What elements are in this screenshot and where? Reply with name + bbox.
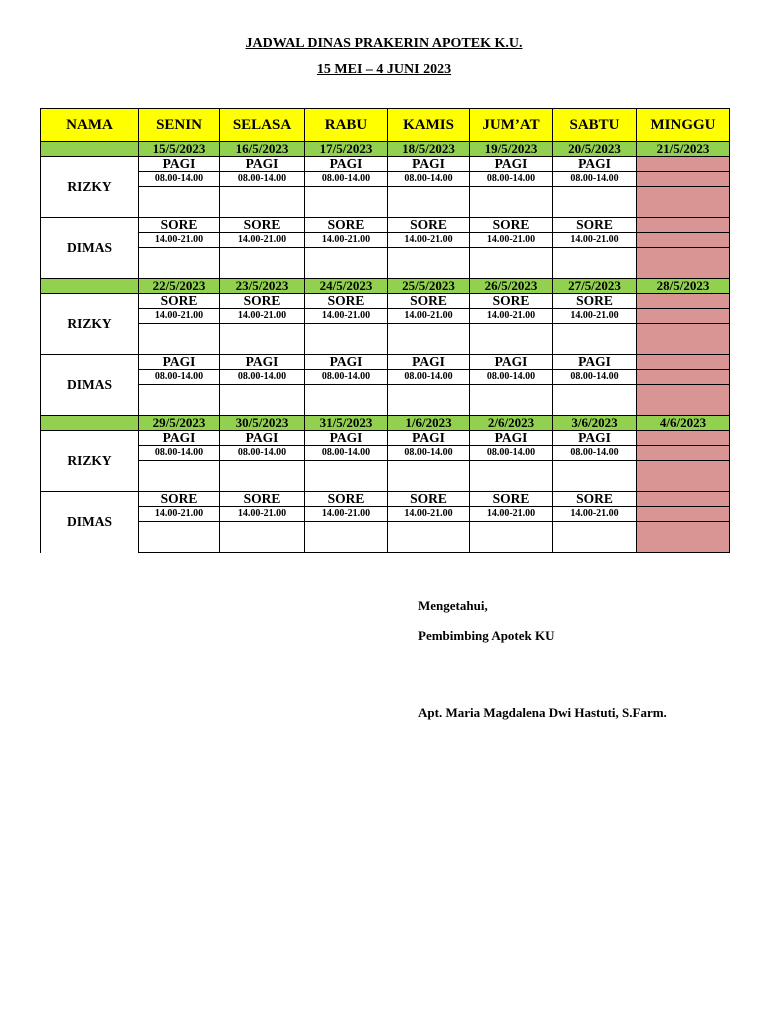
empty-cell: [305, 522, 388, 553]
empty-cell: [470, 248, 553, 279]
shift-cell: PAGI: [388, 431, 470, 446]
date-cell: 15/5/2023: [139, 142, 220, 157]
shift-cell: PAGI: [139, 355, 220, 370]
empty-cell: [139, 385, 220, 416]
empty-cell: [220, 461, 305, 492]
empty-cell: [220, 248, 305, 279]
empty-cell: [305, 248, 388, 279]
time-cell: 14.00-21.00: [139, 233, 220, 248]
shift-cell: SORE: [305, 294, 388, 309]
shift-cell: PAGI: [553, 157, 637, 172]
date-cell: 16/5/2023: [220, 142, 305, 157]
date-cell: 4/6/2023: [637, 416, 730, 431]
time-cell: 14.00-21.00: [305, 507, 388, 522]
time-cell: 08.00-14.00: [139, 370, 220, 385]
shift-row: [41, 157, 730, 172]
time-cell: 14.00-21.00: [220, 507, 305, 522]
shift-cell: PAGI: [470, 355, 553, 370]
column-header-day: SELASA: [220, 109, 305, 142]
header-row: [41, 109, 730, 142]
shift-cell: PAGI: [220, 157, 305, 172]
sunday-off-cell: [637, 492, 730, 507]
document-period: 15 MEI – 4 JUNI 2023: [316, 62, 452, 77]
empty-cell: [139, 324, 220, 355]
time-cell: 08.00-14.00: [470, 172, 553, 187]
empty-cell: [139, 461, 220, 492]
document-title: JADWAL DINAS PRAKERIN APOTEK K.U.: [245, 36, 523, 51]
time-cell: 08.00-14.00: [220, 446, 305, 461]
empty-cell: [220, 324, 305, 355]
column-header-day: SABTU: [553, 109, 637, 142]
empty-cell: [305, 461, 388, 492]
date-cell: 21/5/2023: [637, 142, 730, 157]
shift-cell: PAGI: [470, 157, 553, 172]
empty-cell: [139, 187, 220, 218]
blank-row: [41, 522, 730, 553]
date-cell: 23/5/2023: [220, 279, 305, 294]
date-cell: 22/5/2023: [139, 279, 220, 294]
time-cell: 08.00-14.00: [305, 172, 388, 187]
date-cell: 3/6/2023: [553, 416, 637, 431]
empty-cell: [553, 324, 637, 355]
time-cell: 14.00-21.00: [470, 233, 553, 248]
shift-cell: PAGI: [220, 431, 305, 446]
sunday-off-cell: [637, 507, 730, 522]
empty-cell: [139, 248, 220, 279]
time-cell: 14.00-21.00: [553, 233, 637, 248]
shift-cell: SORE: [305, 492, 388, 507]
blank-row: [41, 385, 730, 416]
shift-cell: SORE: [388, 218, 470, 233]
time-cell: 08.00-14.00: [305, 446, 388, 461]
date-row-spacer: [41, 416, 139, 431]
time-cell: 08.00-14.00: [139, 446, 220, 461]
time-cell: 14.00-21.00: [305, 233, 388, 248]
shift-cell: PAGI: [470, 431, 553, 446]
shift-cell: PAGI: [388, 157, 470, 172]
shift-cell: PAGI: [305, 157, 388, 172]
week-date-row: [41, 142, 730, 157]
time-cell: 14.00-21.00: [470, 507, 553, 522]
time-cell: 08.00-14.00: [553, 172, 637, 187]
sunday-off-cell: [637, 233, 730, 248]
empty-cell: [388, 385, 470, 416]
sunday-off-cell: [637, 309, 730, 324]
time-cell: 14.00-21.00: [139, 507, 220, 522]
date-row-spacer: [41, 279, 139, 294]
time-row: [41, 309, 730, 324]
time-cell: 08.00-14.00: [553, 370, 637, 385]
sunday-off-cell: [637, 431, 730, 446]
column-header-day: RABU: [305, 109, 388, 142]
sunday-off-cell: [637, 355, 730, 370]
shift-cell: SORE: [305, 218, 388, 233]
time-row: [41, 446, 730, 461]
shift-cell: PAGI: [305, 431, 388, 446]
shift-row: [41, 492, 730, 507]
sunday-off-cell: [637, 187, 730, 218]
sunday-off-cell: [637, 157, 730, 172]
date-cell: 29/5/2023: [139, 416, 220, 431]
date-cell: 17/5/2023: [305, 142, 388, 157]
empty-cell: [553, 187, 637, 218]
shift-cell: SORE: [470, 218, 553, 233]
time-cell: 08.00-14.00: [139, 172, 220, 187]
sunday-off-cell: [637, 522, 730, 553]
sunday-off-cell: [637, 324, 730, 355]
column-header-day: KAMIS: [388, 109, 470, 142]
shift-cell: SORE: [139, 492, 220, 507]
empty-cell: [305, 324, 388, 355]
date-cell: 26/5/2023: [470, 279, 553, 294]
shift-cell: PAGI: [553, 355, 637, 370]
shift-cell: SORE: [139, 294, 220, 309]
time-row: [41, 172, 730, 187]
empty-cell: [470, 187, 553, 218]
time-cell: 08.00-14.00: [388, 172, 470, 187]
empty-cell: [470, 324, 553, 355]
empty-cell: [388, 461, 470, 492]
date-cell: 20/5/2023: [553, 142, 637, 157]
person-name: RIZKY: [41, 294, 139, 355]
empty-cell: [470, 522, 553, 553]
shift-cell: SORE: [388, 492, 470, 507]
empty-cell: [553, 522, 637, 553]
time-cell: 08.00-14.00: [220, 370, 305, 385]
empty-cell: [553, 461, 637, 492]
time-cell: 08.00-14.00: [305, 370, 388, 385]
shift-cell: PAGI: [139, 431, 220, 446]
empty-cell: [388, 324, 470, 355]
shift-cell: PAGI: [553, 431, 637, 446]
empty-cell: [388, 248, 470, 279]
time-cell: 14.00-21.00: [388, 507, 470, 522]
sunday-off-cell: [637, 385, 730, 416]
empty-cell: [220, 385, 305, 416]
time-cell: 14.00-21.00: [220, 309, 305, 324]
shift-cell: SORE: [220, 294, 305, 309]
shift-cell: SORE: [553, 492, 637, 507]
time-cell: 08.00-14.00: [553, 446, 637, 461]
time-cell: 14.00-21.00: [139, 309, 220, 324]
time-cell: 08.00-14.00: [388, 370, 470, 385]
sunday-off-cell: [637, 218, 730, 233]
blank-row: [41, 248, 730, 279]
time-row: [41, 233, 730, 248]
shift-cell: SORE: [139, 218, 220, 233]
shift-cell: SORE: [470, 294, 553, 309]
supervisor-role: Pembimbing Apotek KU: [418, 628, 555, 643]
date-cell: 19/5/2023: [470, 142, 553, 157]
empty-cell: [388, 522, 470, 553]
date-cell: 25/5/2023: [388, 279, 470, 294]
time-cell: 08.00-14.00: [470, 446, 553, 461]
blank-row: [41, 324, 730, 355]
time-cell: 08.00-14.00: [470, 370, 553, 385]
empty-cell: [470, 385, 553, 416]
shift-row: [41, 431, 730, 446]
acknowledged-label: Mengetahui,: [418, 598, 488, 613]
shift-cell: SORE: [553, 218, 637, 233]
time-cell: 14.00-21.00: [553, 309, 637, 324]
person-name: DIMAS: [41, 355, 139, 416]
empty-cell: [305, 385, 388, 416]
sunday-off-cell: [637, 370, 730, 385]
time-cell: 14.00-21.00: [553, 507, 637, 522]
person-name: RIZKY: [41, 157, 139, 218]
empty-cell: [305, 187, 388, 218]
shift-cell: PAGI: [388, 355, 470, 370]
date-cell: 28/5/2023: [637, 279, 730, 294]
date-cell: 18/5/2023: [388, 142, 470, 157]
empty-cell: [388, 187, 470, 218]
time-row: [41, 370, 730, 385]
shift-cell: SORE: [470, 492, 553, 507]
date-row-spacer: [41, 142, 139, 157]
shift-cell: PAGI: [139, 157, 220, 172]
empty-cell: [220, 187, 305, 218]
shift-row: [41, 355, 730, 370]
time-cell: 14.00-21.00: [470, 309, 553, 324]
column-header-name: NAMA: [41, 109, 139, 142]
empty-cell: [220, 522, 305, 553]
shift-cell: PAGI: [305, 355, 388, 370]
date-cell: 27/5/2023: [553, 279, 637, 294]
person-name: DIMAS: [41, 492, 139, 553]
shift-cell: SORE: [388, 294, 470, 309]
date-cell: 31/5/2023: [305, 416, 388, 431]
person-name: RIZKY: [41, 431, 139, 492]
shift-cell: PAGI: [220, 355, 305, 370]
week-date-row: [41, 279, 730, 294]
shift-cell: SORE: [553, 294, 637, 309]
date-cell: 24/5/2023: [305, 279, 388, 294]
supervisor-name: Apt. Maria Magdalena Dwi Hastuti, S.Farm.: [418, 705, 667, 720]
sunday-off-cell: [637, 446, 730, 461]
sunday-off-cell: [637, 248, 730, 279]
column-header-day: SENIN: [139, 109, 220, 142]
time-row: [41, 507, 730, 522]
column-header-day: JUM’AT: [470, 109, 553, 142]
shift-row: [41, 218, 730, 233]
date-cell: 30/5/2023: [220, 416, 305, 431]
week-date-row: [41, 416, 730, 431]
empty-cell: [470, 461, 553, 492]
time-cell: 08.00-14.00: [388, 446, 470, 461]
blank-row: [41, 461, 730, 492]
sunday-off-cell: [637, 461, 730, 492]
blank-row: [41, 187, 730, 218]
time-cell: 14.00-21.00: [388, 309, 470, 324]
date-cell: 2/6/2023: [470, 416, 553, 431]
schedule-table: [40, 108, 730, 553]
time-cell: 14.00-21.00: [388, 233, 470, 248]
time-cell: 14.00-21.00: [305, 309, 388, 324]
person-name: DIMAS: [41, 218, 139, 279]
shift-cell: SORE: [220, 218, 305, 233]
shift-row: [41, 294, 730, 309]
empty-cell: [553, 248, 637, 279]
sunday-off-cell: [637, 294, 730, 309]
empty-cell: [139, 522, 220, 553]
time-cell: 08.00-14.00: [220, 172, 305, 187]
date-cell: 1/6/2023: [388, 416, 470, 431]
shift-cell: SORE: [220, 492, 305, 507]
sunday-off-cell: [637, 172, 730, 187]
time-cell: 14.00-21.00: [220, 233, 305, 248]
empty-cell: [553, 385, 637, 416]
column-header-day: MINGGU: [637, 109, 730, 142]
